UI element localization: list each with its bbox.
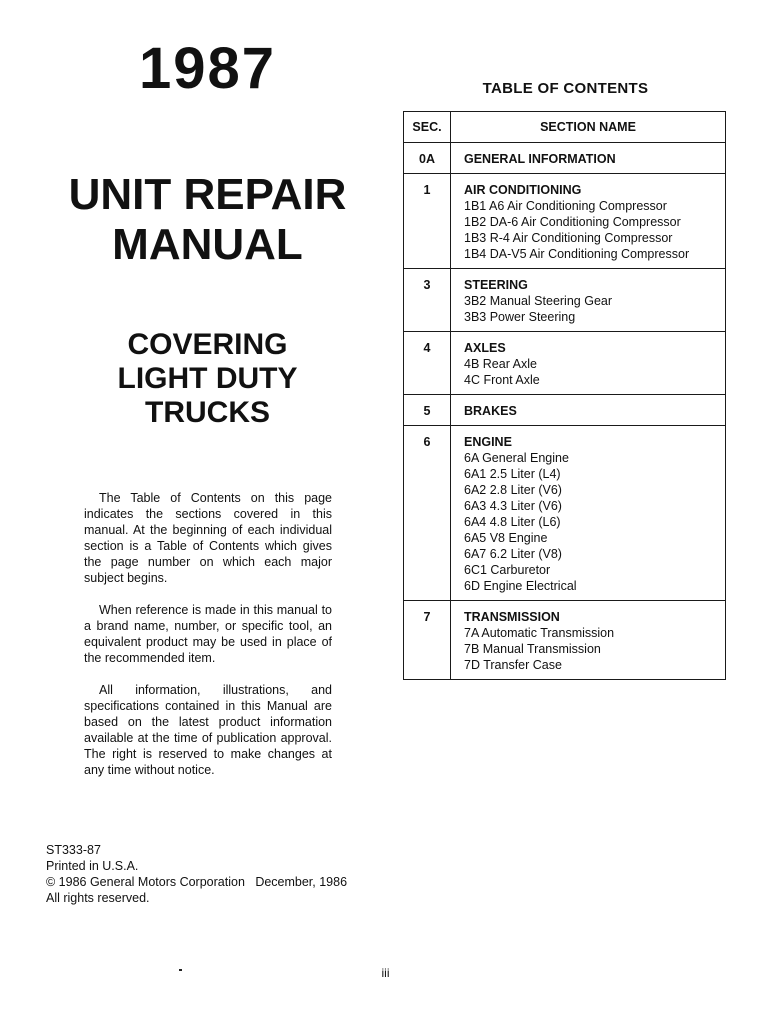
printed-in: Printed in U.S.A. xyxy=(46,859,139,873)
coverage-subtitle xyxy=(0,328,415,430)
toc-body xyxy=(404,143,726,680)
toc-row xyxy=(404,143,726,174)
coverage-subtitle-line: TRUCKS xyxy=(145,396,270,429)
publication-code: ST333-87 xyxy=(46,843,101,857)
toc-section-cell xyxy=(451,395,726,426)
toc-row xyxy=(404,601,726,680)
imprint xyxy=(46,842,347,906)
rights-line: All rights reserved. xyxy=(46,891,150,905)
toc-row xyxy=(404,395,726,426)
toc-subsection: 1B4 DA-V5 Air Conditioning Compressor xyxy=(464,247,690,261)
toc-subsection: 6A1 2.5 Liter (L4) xyxy=(464,467,561,481)
toc-subsection: 6A3 4.3 Liter (V6) xyxy=(464,499,562,513)
intro-paragraph: All information, illustrations, and specifications contained in this Manual are based on the latest product information available at the time of publication approval. The right is reserved to make changes at any time without notice. xyxy=(84,683,332,777)
toc-col-name: SECTION NAME xyxy=(451,112,726,143)
toc-header-row xyxy=(404,112,726,143)
toc-section-cell xyxy=(451,426,726,601)
toc-section-number: 3 xyxy=(404,269,451,332)
toc-subsection: 4C Front Axle xyxy=(464,373,540,387)
toc-section-title: ENGINE xyxy=(464,435,512,449)
toc-section-cell xyxy=(451,143,726,174)
toc-subsection: 1B2 DA-6 Air Conditioning Compressor xyxy=(464,215,681,229)
toc-subsection: 6D Engine Electrical xyxy=(464,579,577,593)
toc-col-sec: SEC. xyxy=(404,112,451,143)
toc-row xyxy=(404,174,726,269)
year-heading: 1987 xyxy=(138,36,277,101)
toc-section-cell xyxy=(451,269,726,332)
toc-section-title: STEERING xyxy=(464,278,528,292)
toc-subsection: 3B3 Power Steering xyxy=(464,310,576,324)
manual-title-line: UNIT REPAIR xyxy=(68,170,347,219)
intro-paragraph: When reference is made in this manual to a brand name, number, or specific tool, an equivalent product may be used in place of the recommended item. xyxy=(84,603,332,665)
toc-subsection: 7D Transfer Case xyxy=(464,658,562,672)
toc-section-number: 4 xyxy=(404,332,451,395)
toc-subsection: 4B Rear Axle xyxy=(464,357,537,371)
toc-section-number: 6 xyxy=(404,426,451,601)
toc-subsection: 6A4 4.8 Liter (L6) xyxy=(464,515,561,529)
toc-subsection: 6A2 2.8 Liter (V6) xyxy=(464,483,562,497)
toc-subsection: 6A5 V8 Engine xyxy=(464,531,548,545)
toc-section-number: 0A xyxy=(404,143,451,174)
toc-section-title: TRANSMISSION xyxy=(464,610,560,624)
toc-subsection: 6A General Engine xyxy=(464,451,569,465)
toc-subsection: 1B1 A6 Air Conditioning Compressor xyxy=(464,199,667,213)
toc-section-title: AIR CONDITIONING xyxy=(464,183,582,197)
intro-paragraph: The Table of Contents on this page indicates the sections covered in this manual. At the beginning of each individual section is a Table of Contents which gives the page number on which each major subject begins. xyxy=(84,491,332,585)
copyright-line: © 1986 General Motors Corporation December, 1986 xyxy=(46,875,348,889)
toc-subsection: 6C1 Carburetor xyxy=(464,563,551,577)
toc-section-number: 1 xyxy=(404,174,451,269)
toc-subsection: 6A7 6.2 Liter (V8) xyxy=(464,547,562,561)
toc-section-cell xyxy=(451,601,726,680)
toc-section-title: AXLES xyxy=(464,341,506,355)
toc-heading: TABLE OF CONTENTS xyxy=(482,80,649,97)
toc-subsection: 3B2 Manual Steering Gear xyxy=(464,294,613,308)
coverage-subtitle-line: LIGHT DUTY xyxy=(117,362,298,395)
toc-row xyxy=(404,269,726,332)
toc-subsection: 1B3 R-4 Air Conditioning Compressor xyxy=(464,231,673,245)
toc-row xyxy=(404,332,726,395)
intro-text xyxy=(84,490,332,794)
toc-section-number: 5 xyxy=(404,395,451,426)
manual-title xyxy=(0,170,415,270)
page-number: iii xyxy=(381,966,390,980)
manual-title-line: MANUAL xyxy=(112,220,303,269)
toc-section-cell xyxy=(451,174,726,269)
toc-row xyxy=(404,426,726,601)
toc-subsection: 7A Automatic Transmission xyxy=(464,626,615,640)
toc-section-title: BRAKES xyxy=(464,404,517,418)
toc-table xyxy=(403,111,726,680)
coverage-subtitle-line: COVERING xyxy=(127,328,288,361)
toc-section-title: GENERAL INFORMATION xyxy=(464,152,616,166)
toc-section-cell xyxy=(451,332,726,395)
toc-subsection: 7B Manual Transmission xyxy=(464,642,601,656)
toc-section-number: 7 xyxy=(404,601,451,680)
